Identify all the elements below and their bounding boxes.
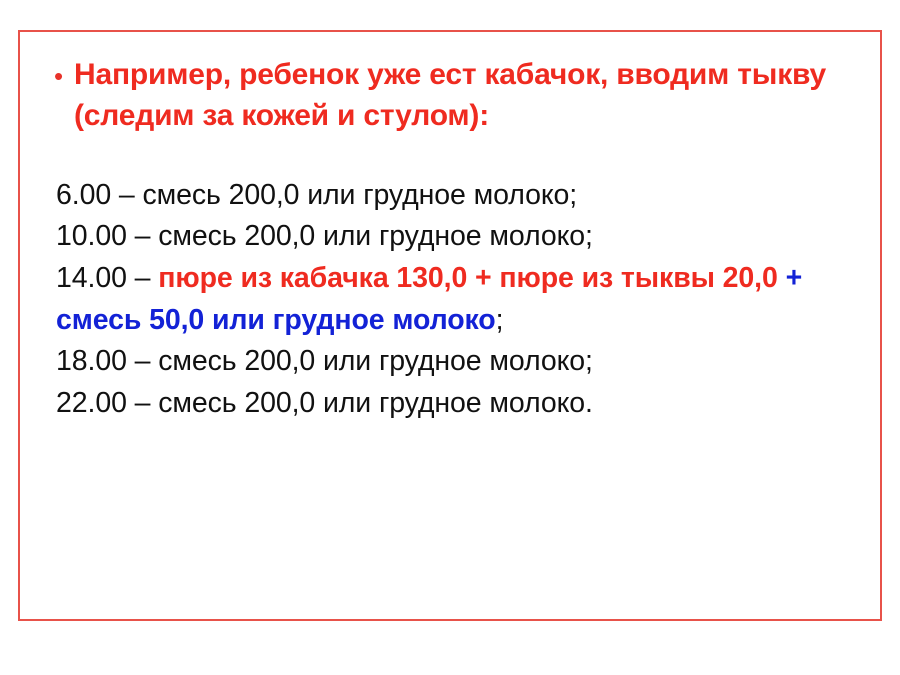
schedule-line-3 <box>48 258 852 341</box>
schedule-line-1-text: 6.00 – смесь 200,0 или грудное молоко; <box>56 178 578 211</box>
schedule-line-5 <box>48 383 852 425</box>
slide-content <box>20 32 880 424</box>
schedule-line-1 <box>48 175 852 217</box>
schedule-line-2-text: 10.00 – смесь 200,0 или грудное молоко; <box>56 220 593 253</box>
schedule-line-2 <box>48 216 852 258</box>
schedule-line-3-punct: ; <box>495 303 504 336</box>
schedule-line-3-puree: пюре из кабачка 130,0 + пюре из тыквы 20,0 <box>158 262 778 294</box>
heading-bullet-row <box>48 54 852 137</box>
schedule-line-5-text: 22.00 – смесь 200,0 или грудное молоко. <box>56 386 593 419</box>
bullet-icon: • <box>54 61 64 91</box>
schedule-line-4-text: 18.00 – смесь 200,0 или грудное молоко; <box>56 345 593 378</box>
schedule-line-4 <box>48 341 852 383</box>
heading-spacer <box>48 137 852 175</box>
schedule-line-3-time: 14.00 – <box>56 262 159 294</box>
slide-frame <box>18 30 882 621</box>
slide-heading: Например, ребенок уже ест кабачок, вводим тыкву (следим за кожей и стулом): <box>74 58 827 133</box>
schedule-line-3-plus: + <box>777 262 803 294</box>
schedule-line-3-formula: смесь 50,0 или грудное молоко <box>56 303 496 336</box>
